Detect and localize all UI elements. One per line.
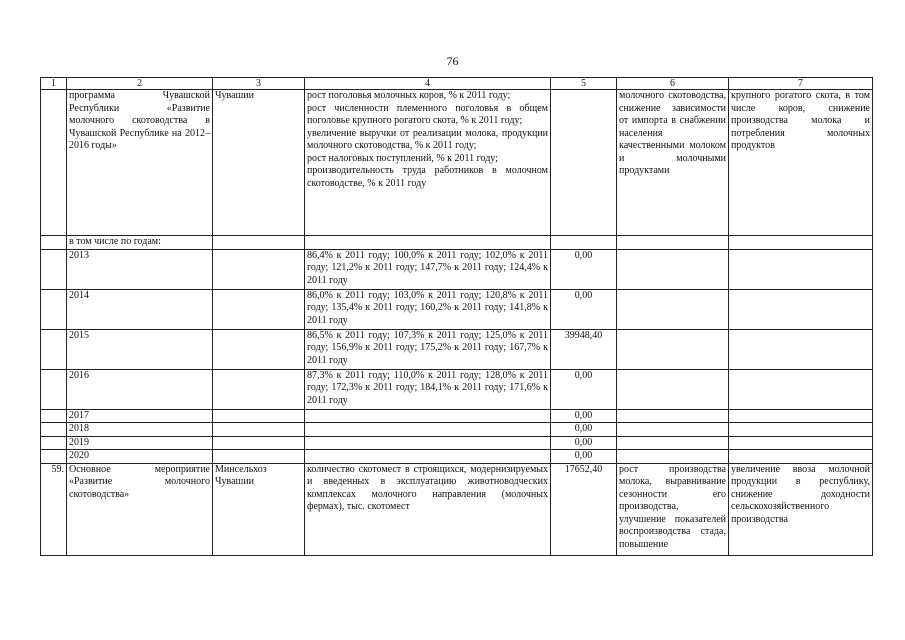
year-amount: 0,00 <box>551 369 617 409</box>
measure-name: Основное мероприятие «Развитие молочного скотоводства» <box>67 463 213 555</box>
year-label: 2017 <box>67 409 213 423</box>
year-label: 2019 <box>67 436 213 450</box>
program-row <box>41 90 873 236</box>
column-header: 3 <box>213 78 305 90</box>
by-years-row <box>41 236 873 250</box>
measure-row <box>41 463 873 555</box>
indicator-line: рост поголовья молочных коров, % к 2011 году; <box>307 90 511 101</box>
measure-indicators: количество скотомест в строящихся, модернизируемых и введенных в эксплуатацию животноводческих комплексах молочного направления (молочных фермах), тыс. скотомест <box>305 463 551 555</box>
indicator-line: увеличение выручки от реализации молока, продукции молочного скотоводства, % к 2011 году; <box>307 127 548 151</box>
year-row <box>41 450 873 464</box>
year-row <box>41 423 873 437</box>
year-row <box>41 436 873 450</box>
program-amount <box>551 90 617 236</box>
measure-effect: увеличение ввоза молочной продукции в республику, снижение доходности сельскохозяйственного производства <box>729 463 873 555</box>
year-indicators <box>305 409 551 423</box>
year-amount: 0,00 <box>551 409 617 423</box>
indicator-line: рост налоговых поступлений, % к 2011 году; <box>307 152 498 164</box>
year-row <box>41 289 873 329</box>
program-indicators <box>305 90 551 236</box>
program-executor: Чувашии <box>213 90 305 236</box>
row-number: 59. <box>41 463 67 555</box>
year-label: 2016 <box>67 369 213 409</box>
year-amount: 0,00 <box>551 450 617 464</box>
indicator-line: рост численности племенного поголовья в общем поголовье крупного рогатого скота, % к 2011 году; <box>307 102 548 126</box>
column-header: 1 <box>41 78 67 90</box>
year-row <box>41 329 873 369</box>
year-amount: 0,00 <box>551 289 617 329</box>
year-amount: 39948,40 <box>551 329 617 369</box>
year-amount: 0,00 <box>551 423 617 437</box>
by-years-label: в том числе по годам: <box>67 236 213 250</box>
year-amount: 0,00 <box>551 436 617 450</box>
program-result: молочного скотоводства, снижение зависимости от импорта в снабжении населения качественными молоком и молочными продуктами <box>617 90 729 236</box>
year-amount: 0,00 <box>551 249 617 289</box>
year-indicators <box>305 436 551 450</box>
column-header: 7 <box>729 78 873 90</box>
column-header: 5 <box>551 78 617 90</box>
year-label: 2015 <box>67 329 213 369</box>
page-number: 76 <box>446 54 459 68</box>
year-row <box>41 249 873 289</box>
year-indicators <box>305 450 551 464</box>
measure-executor: Минсельхоз Чувашии <box>213 463 305 555</box>
program-name: программа Чувашской Республики «Развитие молочного скотоводства в Чувашской Республике на 2012–2016 годы» <box>67 90 213 236</box>
year-indicators: 86,4% к 2011 году; 100,0% к 2011 году; 102,0% к 2011 году; 121,2% к 2011 году; 147,7% к 2011 году; 124,4% к 2011 году <box>305 249 551 289</box>
column-header: 4 <box>305 78 551 90</box>
year-indicators: 86,5% к 2011 году; 107,3% к 2011 году; 125,0% к 2011 году; 156,9% к 2011 году; 175,2% к 2011 году; 167,7% к 2011 году <box>305 329 551 369</box>
year-label: 2020 <box>67 450 213 464</box>
measure-result: рост производства молока, выравнивание сезонности его производства, улучшение показателей воспроизводства стада, повышение <box>617 463 729 555</box>
column-header: 6 <box>617 78 729 90</box>
measure-amount: 17652,40 <box>551 463 617 555</box>
year-row <box>41 409 873 423</box>
indicator-line: производительность труда работников в молочном скотоводстве, % к 2011 году <box>307 165 548 189</box>
year-row <box>41 369 873 409</box>
year-label: 2014 <box>67 289 213 329</box>
header-row <box>41 78 873 90</box>
program-table <box>40 77 873 556</box>
year-indicators: 86,0% к 2011 году; 103,0% к 2011 году; 120,8% к 2011 году; 135,4% к 2011 году; 160,2% к 2011 году; 141,8% к 2011 году <box>305 289 551 329</box>
year-indicators <box>305 423 551 437</box>
column-header: 2 <box>67 78 213 90</box>
program-effect: крупного рогатого скота, в том числе коров, снижение производства молока и потребления молочных продуктов <box>729 90 873 236</box>
year-indicators: 87,3% к 2011 году; 110,0% к 2011 году; 128,0% к 2011 году; 172,3% к 2011 году; 184,1% к 2011 году; 171,6% к 2011 году <box>305 369 551 409</box>
row-number <box>41 90 67 236</box>
year-label: 2013 <box>67 249 213 289</box>
year-label: 2018 <box>67 423 213 437</box>
